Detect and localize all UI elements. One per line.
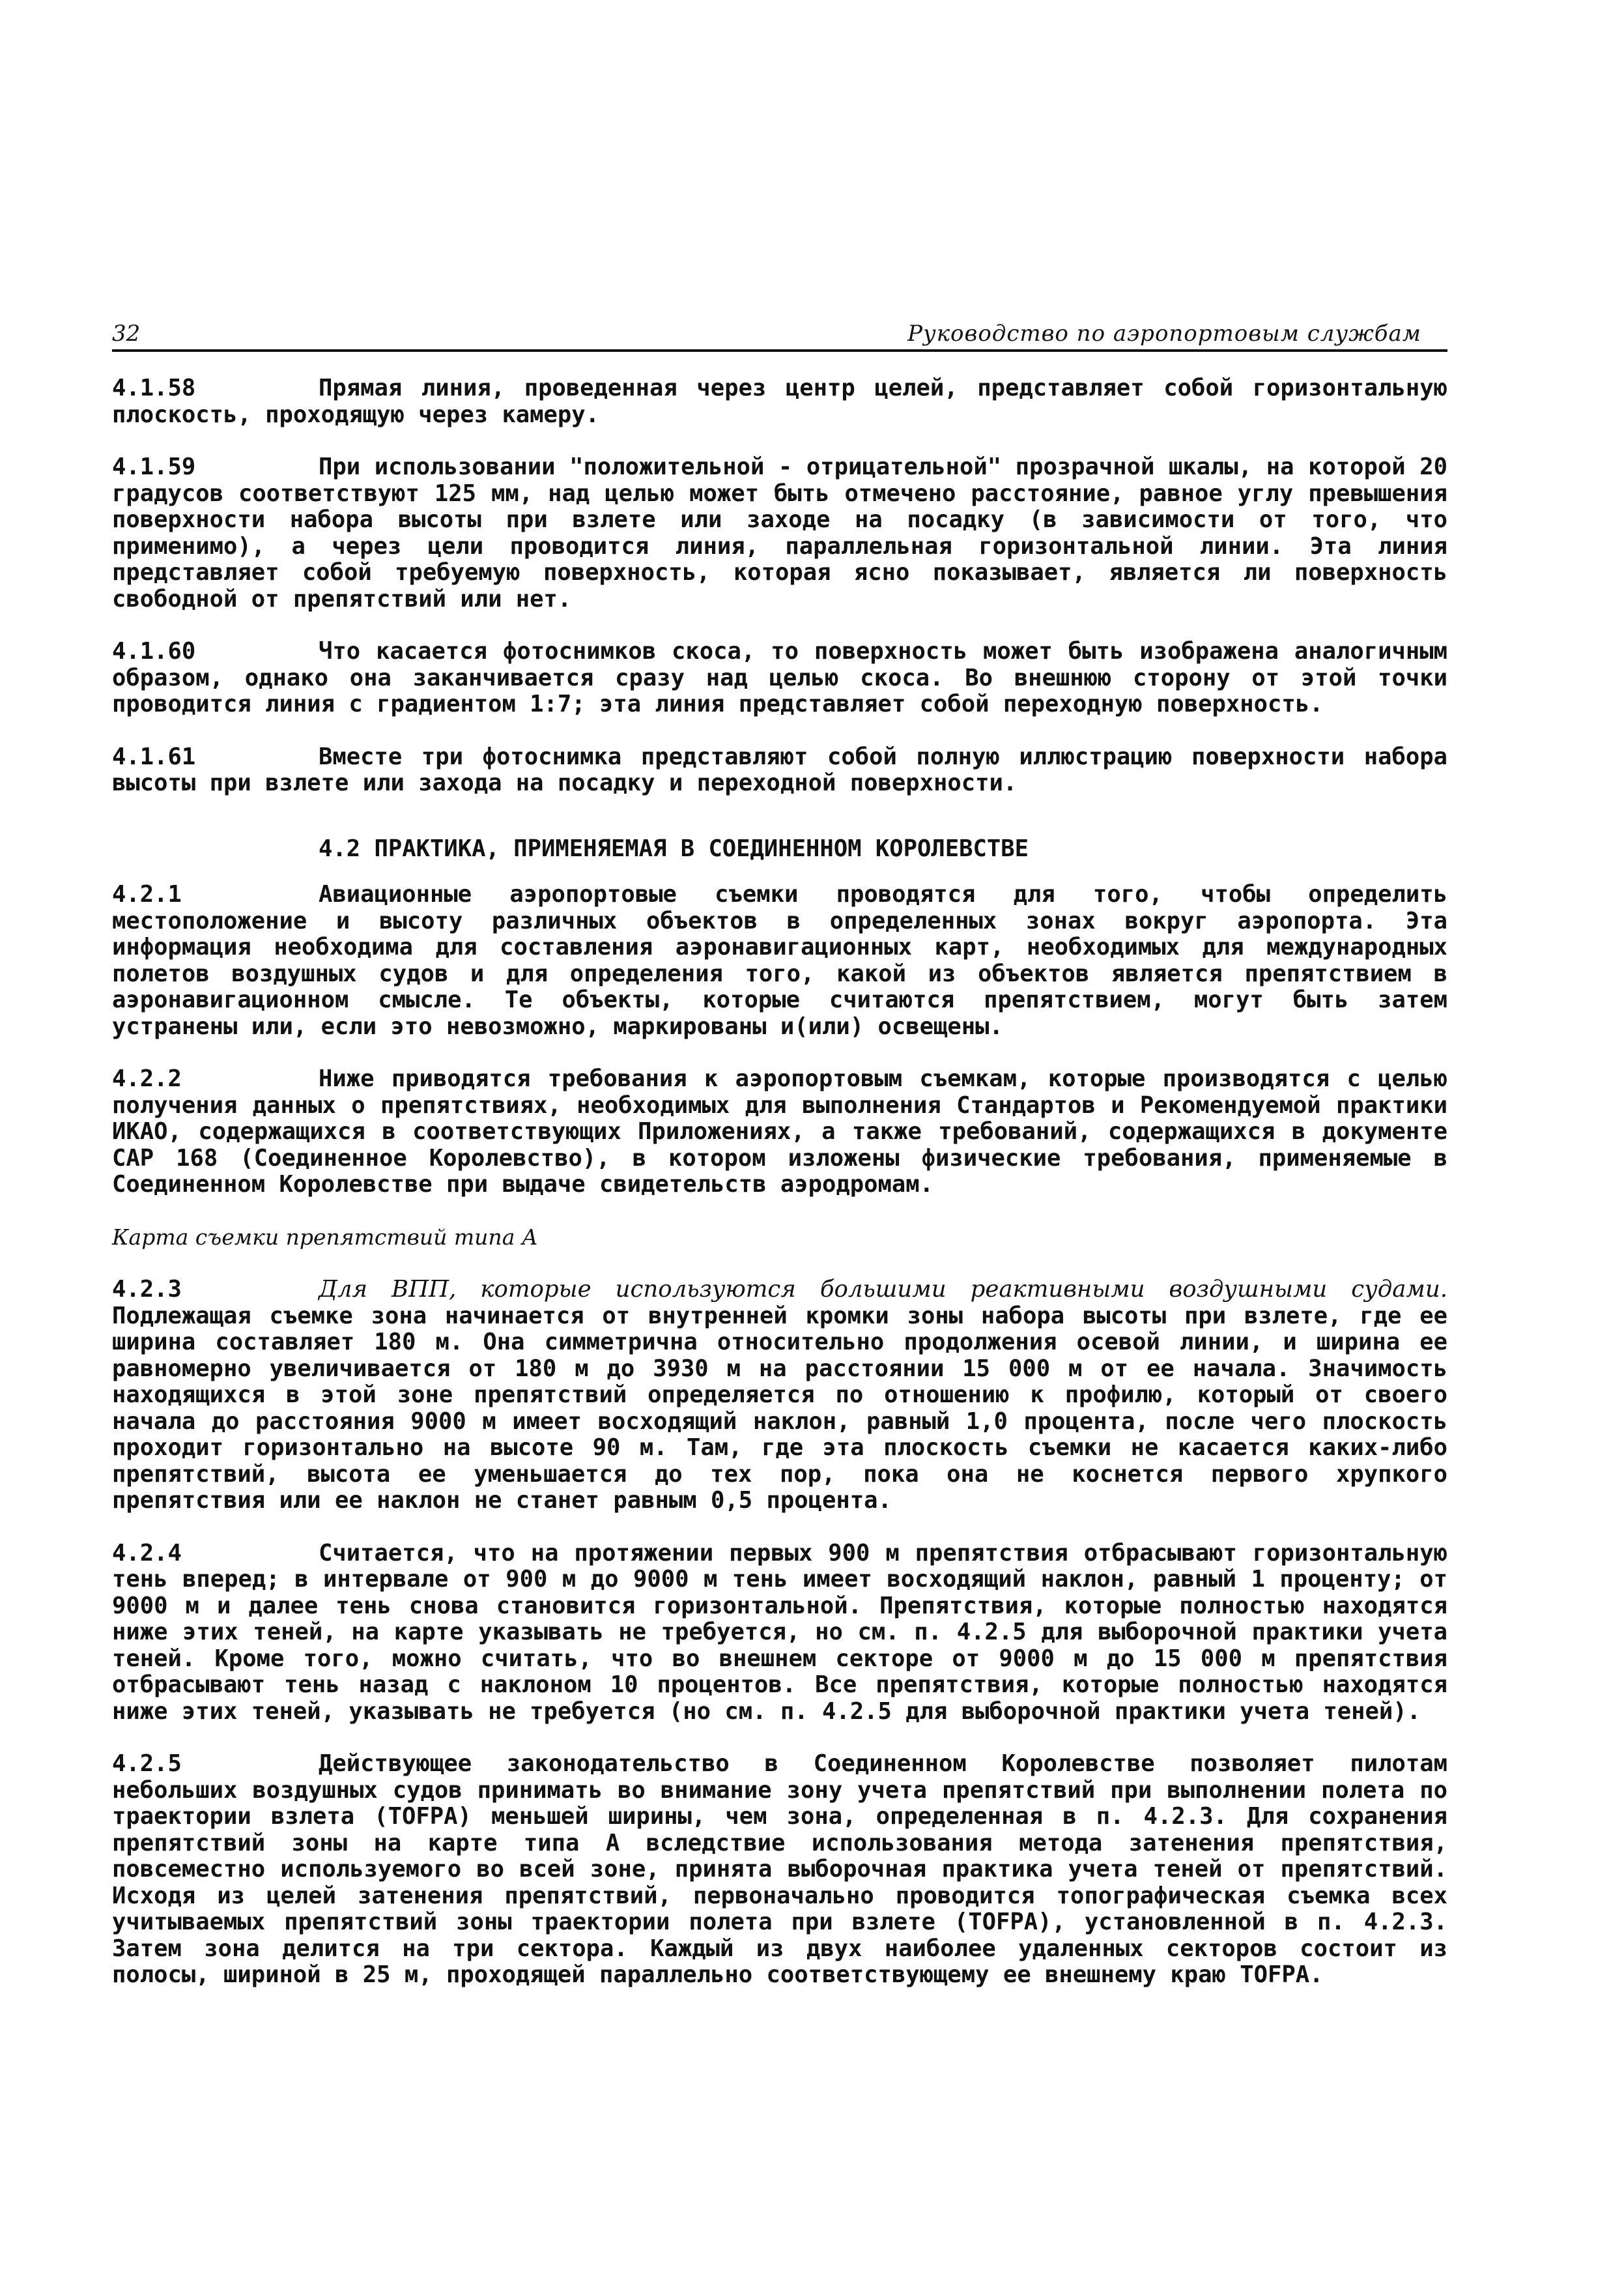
- paragraph-number: 4.1.59: [112, 454, 196, 480]
- paragraph-4-1-60: [112, 639, 1447, 718]
- paragraph-4-1-59: [112, 454, 1447, 613]
- paragraph-text: Ниже приводятся требования к аэропортовым съемкам, которые производятся с целью получения данных о препятствиях, необходимых для выполнения Стандартов и Рекомендуемой практики ИКАО, содержащихся в соответствующих Приложениях, а также требований, содержащихся в документе САР 168 (Соединенное Королевство), в котором изложены физические требования, применяемые в Соединенном Королевстве при выдаче свидетельств аэродромам.: [112, 1065, 1447, 1198]
- paragraph-text: При использовании "положительной - отрицательной" прозрачной шкалы, на которой 20 градусов соответствуют 125 мм, над целью может быть отмечено расстояние, равное углу превышения поверхности набора высоты при взлете или заходе на посадку (в зависимости от того, что применимо), а через цели проводится линия, параллельная горизонтальной линии. Эта линия представляет собой требуемую поверхность, которая ясно показывает, является ли поверхность свободной от препятствий или нет.: [112, 454, 1447, 613]
- document-page: [112, 318, 1447, 1989]
- paragraph-text: Вместе три фотоснимка представляют собой полную иллюстрацию поверхности набора высоты при взлете или захода на посадку и переходной поверхности.: [112, 743, 1447, 796]
- paragraph-4-1-58: [112, 375, 1447, 428]
- paragraph-lead: Для ВПП, которые используются большими реактивными воздушными судами.: [319, 1276, 1447, 1303]
- paragraph-4-1-61: [112, 744, 1447, 797]
- paragraph-number: 4.1.58: [112, 375, 196, 401]
- paragraph-number: 4.2.3: [112, 1276, 182, 1303]
- paragraph-4-2-3: [112, 1277, 1447, 1514]
- paragraph-4-2-5: [112, 1751, 1447, 1989]
- subheading: Карта съемки препятствий типа А: [112, 1224, 538, 1250]
- paragraph-number: 4.2.2: [112, 1065, 182, 1092]
- section-heading: 4.2 ПРАКТИКА, ПРИМЕНЯЕМАЯ В СОЕДИНЕННОМ КОРОЛЕВСТВЕ: [319, 835, 1029, 862]
- paragraph-4-2-2: [112, 1066, 1447, 1198]
- page-header: [112, 318, 1447, 352]
- paragraph-text: Авиационные аэропортовые съемки проводятся для того, чтобы определить местоположение и высоту различных объектов в определенных зонах вокруг аэропорта. Эта информация необходима для составления аэронавигационных карт, необходимых для международных полетов воздушных судов и для определения того, какой из объектов является препятствием в аэронавигационном смысле. Те объекты, которые считаются препятствием, могут быть затем устранены или, если это невозможно, маркированы и(или) освещены.: [112, 881, 1447, 1040]
- paragraph-text: Действующее законодательство в Соединенном Королевстве позволяет пилотам небольших воздушных судов принимать во внимание зону учета препятствий при выполнении полета по траектории взлета (TOFPA) меньшей ширины, чем зона, определенная в п. 4.2.3. Для сохранения препятствий зоны на карте типа А вследствие использования метода затенения препятствия, повсеместно используемого во всей зоне, принята выборочная практика учета теней от препятствий. Исходя из целей затенения препятствий, первоначально проводится топографическая съемка всех учитываемых препятствий зоны траектории полета при взлете (TOFPA), установленной в п. 4.2.3. Затем зона делится на три сектора. Каждый из двух наиболее удаленных секторов состоит из полосы, шириной в 25 м, проходящей параллельно соответствующему ее внешнему краю TOFPA.: [112, 1750, 1447, 1988]
- paragraph-number: 4.1.60: [112, 638, 196, 665]
- paragraph-4-2-1: [112, 882, 1447, 1040]
- paragraph-text: Подлежащая съемке зона начинается от внутренней кромки зоны набора высоты при взлете, где ее ширина составляет 180 м. Она симметрична относительно продолжения осевой линии, и ширина ее равномерно увеличивается от 180 м до 3930 м на расстоянии 15 000 м от ее начала. Значимость находящихся в этой зоне препятствий определяется по отношению к профилю, который от своего начала до расстояния 9000 м имеет восходящий наклон, равный 1,0 процента, после чего плоскость проходит горизонтально на высоте 90 м. Там, где эта плоскость съемки не касается каких-либо препятствий, высота ее уменьшается до тех пор, пока она не коснется первого хрупкого препятствия или ее наклон не станет равным 0,5 процента.: [112, 1302, 1447, 1514]
- paragraph-text: Считается, что на протяжении первых 900 м препятствия отбрасывают горизонтальную тень вперед; в интервале от 900 м до 9000 м тень имеет восходящий наклон, равный 1 проценту; от 9000 м и далее тень снова становится горизонтальной. Препятствия, которые полностью находятся ниже этих теней, на карте указывать не требуется, но см. п. 4.2.5 для выборочной практики учета теней. Кроме того, можно считать, что во внешнем секторе от 9000 м до 15 000 м препятствия отбрасывают тень назад с наклоном 10 процентов. Все препятствия, которые полностью находятся ниже этих теней, указывать не требуется (но см. п. 4.2.5 для выборочной практики учета теней).: [112, 1539, 1447, 1725]
- paragraph-number: 4.1.61: [112, 743, 196, 770]
- paragraph-text: Что касается фотоснимков скоса, то поверхность может быть изображена аналогичным образом, однако она заканчивается сразу над целью скоса. Во внешнюю сторону от этой точки проводится линия с градиентом 1:7; эта линия представляет собой переходную поверхность.: [112, 638, 1447, 717]
- running-title: Руководство по аэропортовым службам: [907, 321, 1421, 347]
- paragraph-text: Прямая линия, проведенная через центр целей, представляет собой горизонтальную плоскость, проходящую через камеру.: [112, 375, 1447, 428]
- paragraph-4-2-4: [112, 1540, 1447, 1725]
- paragraph-number: 4.2.4: [112, 1539, 182, 1566]
- paragraph-number: 4.2.5: [112, 1750, 182, 1777]
- page-number: 32: [112, 321, 141, 347]
- paragraph-number: 4.2.1: [112, 881, 182, 908]
